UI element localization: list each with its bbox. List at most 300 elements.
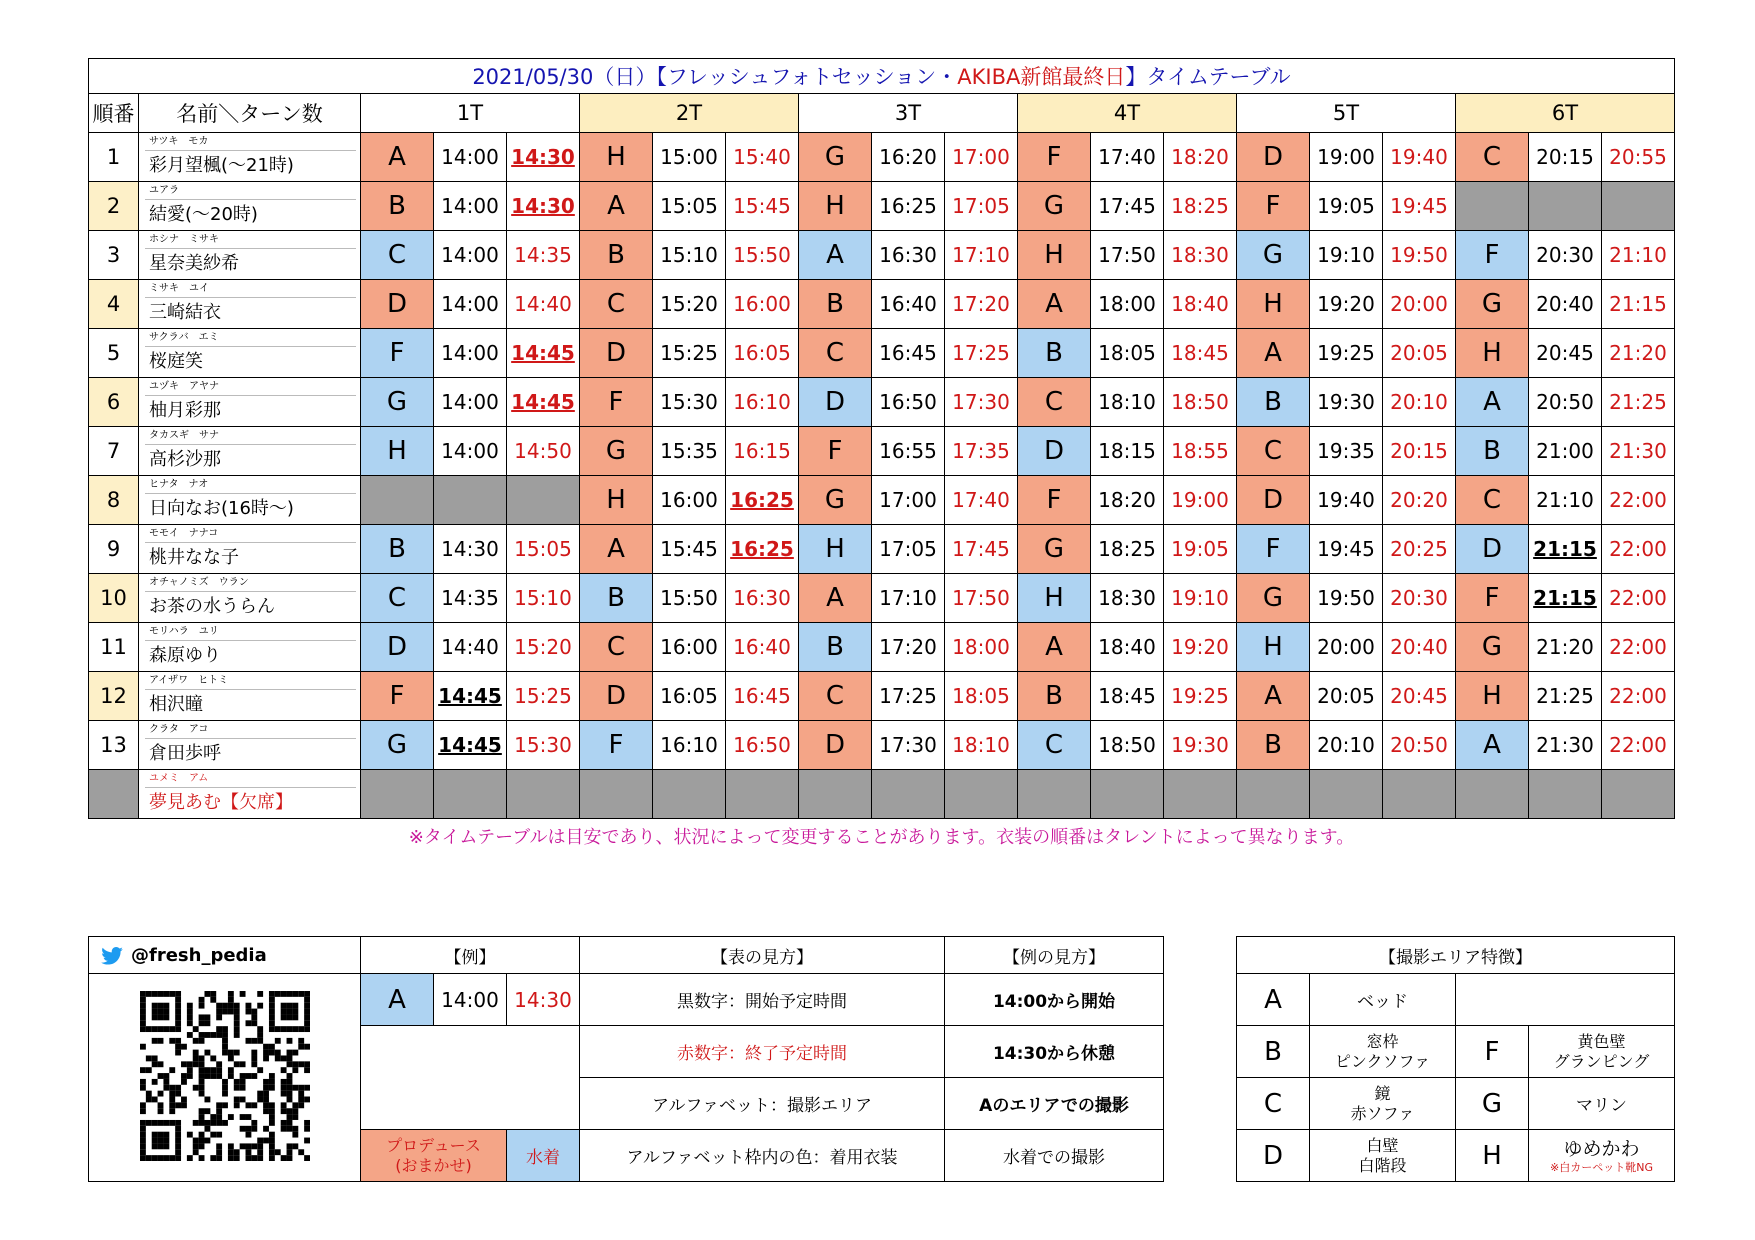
- area-letter: G: [1018, 525, 1091, 574]
- area-letter: C: [361, 231, 434, 280]
- start-time: 16:10: [653, 721, 726, 770]
- page-title: 2021/05/30（日）【フレッシュフォトセッション・AKIBA新館最終日】タイムテーブル: [89, 59, 1675, 94]
- area-letter: A: [1237, 672, 1310, 721]
- end-time: 19:25: [1164, 672, 1237, 721]
- talent-name: 桃井なな子: [149, 547, 239, 568]
- table-row: [89, 231, 1675, 280]
- area-letter: C: [1018, 721, 1091, 770]
- area-letter: F: [580, 721, 653, 770]
- empty-slot: [1456, 182, 1529, 231]
- end-time: 21:15: [1602, 280, 1675, 329]
- start-time: 14:40: [434, 623, 507, 672]
- end-time: 18:10: [945, 721, 1018, 770]
- empty-slot: [1310, 770, 1383, 819]
- end-time: 16:10: [726, 378, 799, 427]
- talent-kana: ホシナ ミサキ: [145, 231, 356, 249]
- turn-header: 1T: [361, 94, 580, 133]
- talent-name: 夢見あむ【欠席】: [149, 792, 293, 813]
- area-letter: C: [361, 574, 434, 623]
- end-time: 20:05: [1383, 329, 1456, 378]
- empty-slot: [1164, 770, 1237, 819]
- table-row: [89, 623, 1675, 672]
- start-time: 16:45: [872, 329, 945, 378]
- qr-code-image: [140, 991, 310, 1161]
- end-time: 16:15: [726, 427, 799, 476]
- end-time: 14:45: [507, 329, 580, 378]
- talent-kana: モリハラ ユリ: [145, 623, 356, 641]
- talent-kana: ユアラ: [145, 182, 356, 200]
- start-time: 15:35: [653, 427, 726, 476]
- area-letter: B: [580, 231, 653, 280]
- end-time: 15:50: [726, 231, 799, 280]
- end-time: 20:20: [1383, 476, 1456, 525]
- area-letter: H: [1456, 329, 1529, 378]
- talent-name: 三崎結衣: [149, 302, 221, 323]
- talent-kana: サクラバ エミ: [145, 329, 356, 347]
- area-letter: C: [580, 280, 653, 329]
- start-time: 21:20: [1529, 623, 1602, 672]
- row-number: 10: [89, 574, 139, 623]
- talent-name-cell: [139, 280, 361, 329]
- area-letter: H: [580, 476, 653, 525]
- talent-name-cell: [139, 133, 361, 182]
- example-how-header: 【例の見方】: [945, 937, 1164, 974]
- end-time: 20:25: [1383, 525, 1456, 574]
- talent-name-cell: [139, 770, 361, 819]
- end-time: 22:00: [1602, 672, 1675, 721]
- end-time: 20:45: [1383, 672, 1456, 721]
- area-letter: B: [1018, 329, 1091, 378]
- end-time: 19:50: [1383, 231, 1456, 280]
- legend-table: [88, 936, 1675, 1182]
- row-number: 13: [89, 721, 139, 770]
- start-time: 14:00: [434, 133, 507, 182]
- example-start: 14:00: [434, 974, 507, 1026]
- end-time: 21:20: [1602, 329, 1675, 378]
- area-letter: B: [1456, 427, 1529, 476]
- end-time: 20:50: [1383, 721, 1456, 770]
- area-letter: B: [799, 623, 872, 672]
- area-letter: G: [1018, 182, 1091, 231]
- empty-slot: [872, 770, 945, 819]
- talent-name-cell: [139, 672, 361, 721]
- area-letter: H: [1018, 574, 1091, 623]
- talent-name: 桜庭笑: [149, 351, 203, 372]
- legend-section: [88, 936, 1675, 1182]
- empty-slot: [434, 770, 507, 819]
- talent-name-cell: [139, 329, 361, 378]
- example-end: 14:30: [507, 974, 580, 1026]
- talent-name: 高杉沙那: [149, 449, 221, 470]
- area-letter: H: [1237, 623, 1310, 672]
- end-time: 19:30: [1164, 721, 1237, 770]
- row-number: 2: [89, 182, 139, 231]
- area-letter: A: [580, 182, 653, 231]
- timetable-sheet: [88, 58, 1675, 853]
- talent-name: 結愛(～20時): [149, 204, 258, 225]
- area-letter: F: [580, 378, 653, 427]
- area-letter: B: [361, 182, 434, 231]
- table-row: [89, 133, 1675, 182]
- end-time: 22:00: [1602, 623, 1675, 672]
- area-letter: F: [1237, 182, 1310, 231]
- end-time: 18:45: [1164, 329, 1237, 378]
- start-time: 18:10: [1091, 378, 1164, 427]
- end-time: 17:00: [945, 133, 1018, 182]
- talent-kana: サツキ モカ: [145, 133, 356, 151]
- start-time: 17:25: [872, 672, 945, 721]
- end-time: 22:00: [1602, 721, 1675, 770]
- start-time: 16:25: [872, 182, 945, 231]
- start-time: 19:35: [1310, 427, 1383, 476]
- start-time: 20:10: [1310, 721, 1383, 770]
- end-time: 16:25: [726, 525, 799, 574]
- start-time: 15:25: [653, 329, 726, 378]
- qr-code: [89, 974, 361, 1182]
- area-letter: D: [1456, 525, 1529, 574]
- area-b-desc: 窓枠 ピンクソファ: [1310, 1026, 1456, 1078]
- end-time: 15:10: [507, 574, 580, 623]
- empty-slot: [1091, 770, 1164, 819]
- start-time: 18:25: [1091, 525, 1164, 574]
- talent-kana: オチャノミズ ウラン: [145, 574, 356, 592]
- start-time: 14:00: [434, 427, 507, 476]
- start-time: 17:40: [1091, 133, 1164, 182]
- area-letter: D: [799, 378, 872, 427]
- area-letter: G: [799, 133, 872, 182]
- table-row: [89, 476, 1675, 525]
- start-time: 17:30: [872, 721, 945, 770]
- row-number: 1: [89, 133, 139, 182]
- swimsuit-swatch: 水着: [507, 1130, 580, 1182]
- area-letter: B: [361, 525, 434, 574]
- end-time: 21:25: [1602, 378, 1675, 427]
- produce-swatch: プロデュース (おまかせ): [361, 1130, 507, 1182]
- end-time: 16:30: [726, 574, 799, 623]
- end-time: 20:55: [1602, 133, 1675, 182]
- end-time: 19:05: [1164, 525, 1237, 574]
- end-time: 14:50: [507, 427, 580, 476]
- empty-slot: [1529, 182, 1602, 231]
- empty-slot: [1237, 770, 1310, 819]
- area-letter: D: [1237, 133, 1310, 182]
- area-letter: C: [1456, 133, 1529, 182]
- start-time: 16:50: [872, 378, 945, 427]
- how-color: アルファベット枠内の色：着用衣装: [580, 1130, 945, 1182]
- start-time: 14:30: [434, 525, 507, 574]
- start-time: 20:00: [1310, 623, 1383, 672]
- end-time: 15:45: [726, 182, 799, 231]
- start-time: 19:45: [1310, 525, 1383, 574]
- turn-header: 5T: [1237, 94, 1456, 133]
- area-letter: B: [1018, 672, 1091, 721]
- end-time: 16:50: [726, 721, 799, 770]
- area-letter: D: [580, 672, 653, 721]
- start-time: 19:20: [1310, 280, 1383, 329]
- talent-kana: クラタ アコ: [145, 721, 356, 739]
- area-letter: A: [1018, 623, 1091, 672]
- start-time: 16:40: [872, 280, 945, 329]
- empty-slot: [1383, 770, 1456, 819]
- talent-name-cell: [139, 231, 361, 280]
- start-time: 15:05: [653, 182, 726, 231]
- area-letter: C: [1237, 427, 1310, 476]
- start-time: 16:05: [653, 672, 726, 721]
- area-d-desc: 白壁 白階段: [1310, 1130, 1456, 1182]
- start-time: 17:50: [1091, 231, 1164, 280]
- row-number: 9: [89, 525, 139, 574]
- end-time: 17:05: [945, 182, 1018, 231]
- end-time: 19:45: [1383, 182, 1456, 231]
- end-time: 14:30: [507, 133, 580, 182]
- table-row: [89, 721, 1675, 770]
- empty-slot: [1602, 182, 1675, 231]
- start-time: 21:15: [1529, 525, 1602, 574]
- empty-slot: [1018, 770, 1091, 819]
- example-area: A: [361, 974, 434, 1026]
- end-time: 15:40: [726, 133, 799, 182]
- start-time: 18:40: [1091, 623, 1164, 672]
- area-key-a: A: [1237, 974, 1310, 1026]
- area-letter: F: [1456, 574, 1529, 623]
- start-time: 21:10: [1529, 476, 1602, 525]
- start-time: 19:05: [1310, 182, 1383, 231]
- end-time: 15:20: [507, 623, 580, 672]
- start-time: 21:15: [1529, 574, 1602, 623]
- area-letter: G: [361, 721, 434, 770]
- talent-name-cell: [139, 623, 361, 672]
- empty-slot: [945, 770, 1018, 819]
- end-time: 16:00: [726, 280, 799, 329]
- end-time: 22:00: [1602, 525, 1675, 574]
- talent-name-cell: [139, 525, 361, 574]
- table-row: [89, 574, 1675, 623]
- area-header: 【撮影エリア特徴】: [1237, 937, 1675, 974]
- end-time: 20:40: [1383, 623, 1456, 672]
- end-time: 20:10: [1383, 378, 1456, 427]
- end-time: 20:30: [1383, 574, 1456, 623]
- end-time: 16:25: [726, 476, 799, 525]
- empty-slot: [507, 476, 580, 525]
- end-time: 18:00: [945, 623, 1018, 672]
- table-row: [89, 378, 1675, 427]
- timetable: [88, 58, 1675, 853]
- empty-slot: [361, 476, 434, 525]
- area-letter: F: [1456, 231, 1529, 280]
- area-letter: C: [799, 672, 872, 721]
- area-a-desc: ベッド: [1310, 974, 1456, 1026]
- table-row: [89, 672, 1675, 721]
- empty-slot: [434, 476, 507, 525]
- empty-slot: [580, 770, 653, 819]
- area-letter: B: [799, 280, 872, 329]
- area-letter: G: [1456, 623, 1529, 672]
- schedule-note: ※タイムテーブルは目安であり、状況によって変更することがあります。衣装の順番はタレントによって異なります。: [408, 827, 1355, 848]
- end-time: 17:40: [945, 476, 1018, 525]
- end-time: 16:40: [726, 623, 799, 672]
- area-f-desc: 黄色壁 グランピング: [1529, 1026, 1675, 1078]
- start-time: 20:15: [1529, 133, 1602, 182]
- start-time: 15:50: [653, 574, 726, 623]
- talent-name-cell: [139, 182, 361, 231]
- area-letter: B: [1237, 378, 1310, 427]
- area-key-g: G: [1456, 1078, 1529, 1130]
- start-time: 19:30: [1310, 378, 1383, 427]
- area-letter: H: [799, 182, 872, 231]
- empty-slot: [361, 770, 434, 819]
- area-letter: H: [799, 525, 872, 574]
- order-header: 順番: [89, 94, 139, 133]
- end-time: 18:55: [1164, 427, 1237, 476]
- talent-name: 森原ゆり: [149, 645, 221, 666]
- area-c-desc: 鏡 赤ソファ: [1310, 1078, 1456, 1130]
- start-time: 14:00: [434, 329, 507, 378]
- example-header: 【例】: [361, 937, 580, 974]
- area-letter: F: [361, 329, 434, 378]
- turn-header: 2T: [580, 94, 799, 133]
- start-time: 15:45: [653, 525, 726, 574]
- area-letter: F: [361, 672, 434, 721]
- area-letter: G: [1237, 574, 1310, 623]
- start-time: 17:20: [872, 623, 945, 672]
- area-letter: C: [1018, 378, 1091, 427]
- area-letter: C: [1456, 476, 1529, 525]
- turn-header: 4T: [1018, 94, 1237, 133]
- area-letter: F: [1018, 476, 1091, 525]
- area-letter: G: [580, 427, 653, 476]
- talent-name-cell: [139, 427, 361, 476]
- talent-name: 星奈美紗希: [149, 253, 239, 274]
- start-time: 14:45: [434, 672, 507, 721]
- end-time: 14:40: [507, 280, 580, 329]
- turn-header: 3T: [799, 94, 1018, 133]
- area-letter: B: [1237, 721, 1310, 770]
- empty-slot: [726, 770, 799, 819]
- talent-kana: アイザワ ヒトミ: [145, 672, 356, 690]
- end-time: 18:25: [1164, 182, 1237, 231]
- start-time: 20:50: [1529, 378, 1602, 427]
- end-time: 18:05: [945, 672, 1018, 721]
- row-number: 5: [89, 329, 139, 378]
- end-time: 16:05: [726, 329, 799, 378]
- end-time: 16:45: [726, 672, 799, 721]
- start-time: 20:45: [1529, 329, 1602, 378]
- talent-name: 柚月彩那: [149, 400, 221, 421]
- area-g-desc: マリン: [1529, 1078, 1675, 1130]
- talent-name: お茶の水うらん: [149, 596, 275, 617]
- area-key-h: H: [1456, 1130, 1529, 1182]
- start-time: 20:05: [1310, 672, 1383, 721]
- start-time: 18:00: [1091, 280, 1164, 329]
- how-red: 赤数字：終了予定時間: [580, 1026, 945, 1078]
- end-time: 17:10: [945, 231, 1018, 280]
- start-time: 21:30: [1529, 721, 1602, 770]
- talent-kana: ミサキ ユイ: [145, 280, 356, 298]
- twitter-handle[interactable]: @fresh_pedia: [89, 937, 361, 974]
- area-letter: H: [361, 427, 434, 476]
- area-letter: A: [580, 525, 653, 574]
- end-time: 15:05: [507, 525, 580, 574]
- end-time: 17:25: [945, 329, 1018, 378]
- area-letter: B: [580, 574, 653, 623]
- start-time: 16:00: [653, 476, 726, 525]
- area-letter: D: [799, 721, 872, 770]
- talent-name-cell: [139, 721, 361, 770]
- talent-kana: ヒナタ ナオ: [145, 476, 356, 494]
- talent-name-cell: [139, 574, 361, 623]
- area-letter: D: [1018, 427, 1091, 476]
- area-letter: H: [1018, 231, 1091, 280]
- table-row: [89, 427, 1675, 476]
- area-letter: A: [1237, 329, 1310, 378]
- start-time: 17:05: [872, 525, 945, 574]
- start-time: 17:00: [872, 476, 945, 525]
- empty-slot: [507, 770, 580, 819]
- start-time: 14:35: [434, 574, 507, 623]
- start-time: 19:25: [1310, 329, 1383, 378]
- example-how-end: 14:30から休憩: [945, 1026, 1164, 1078]
- start-time: 16:30: [872, 231, 945, 280]
- turn-header: 6T: [1456, 94, 1675, 133]
- how-black: 黒数字：開始予定時間: [580, 974, 945, 1026]
- empty-slot: [1456, 770, 1529, 819]
- start-time: 18:05: [1091, 329, 1164, 378]
- row-number: [89, 770, 139, 819]
- end-time: 22:00: [1602, 476, 1675, 525]
- area-key-f: F: [1456, 1026, 1529, 1078]
- area-letter: A: [799, 574, 872, 623]
- area-letter: D: [580, 329, 653, 378]
- area-letter: D: [361, 623, 434, 672]
- end-time: 14:45: [507, 378, 580, 427]
- start-time: 18:45: [1091, 672, 1164, 721]
- end-time: 18:50: [1164, 378, 1237, 427]
- start-time: 18:15: [1091, 427, 1164, 476]
- row-number: 11: [89, 623, 139, 672]
- start-time: 19:50: [1310, 574, 1383, 623]
- empty-slot: [799, 770, 872, 819]
- talent-name: 倉田歩呼: [149, 743, 221, 764]
- start-time: 19:10: [1310, 231, 1383, 280]
- how-header: 【表の見方】: [580, 937, 945, 974]
- start-time: 19:00: [1310, 133, 1383, 182]
- absent-row: [89, 770, 1675, 819]
- talent-kana: タカスギ サナ: [145, 427, 356, 445]
- table-row: [89, 525, 1675, 574]
- area-letter: A: [361, 133, 434, 182]
- talent-kana: ユメミ アム: [145, 770, 356, 788]
- start-time: 17:10: [872, 574, 945, 623]
- start-time: 18:30: [1091, 574, 1164, 623]
- start-time: 20:30: [1529, 231, 1602, 280]
- area-letter: F: [1237, 525, 1310, 574]
- start-time: 16:00: [653, 623, 726, 672]
- end-time: 21:30: [1602, 427, 1675, 476]
- end-time: 17:20: [945, 280, 1018, 329]
- start-time: 21:25: [1529, 672, 1602, 721]
- empty-slot: [1602, 770, 1675, 819]
- area-h-desc: ゆめかわ ※白カーペット靴NG: [1529, 1130, 1675, 1182]
- row-number: 7: [89, 427, 139, 476]
- start-time: 15:00: [653, 133, 726, 182]
- end-time: 20:00: [1383, 280, 1456, 329]
- end-time: 19:10: [1164, 574, 1237, 623]
- area-letter: F: [799, 427, 872, 476]
- start-time: 15:30: [653, 378, 726, 427]
- area-letter: A: [1456, 721, 1529, 770]
- start-time: 21:00: [1529, 427, 1602, 476]
- area-letter: A: [799, 231, 872, 280]
